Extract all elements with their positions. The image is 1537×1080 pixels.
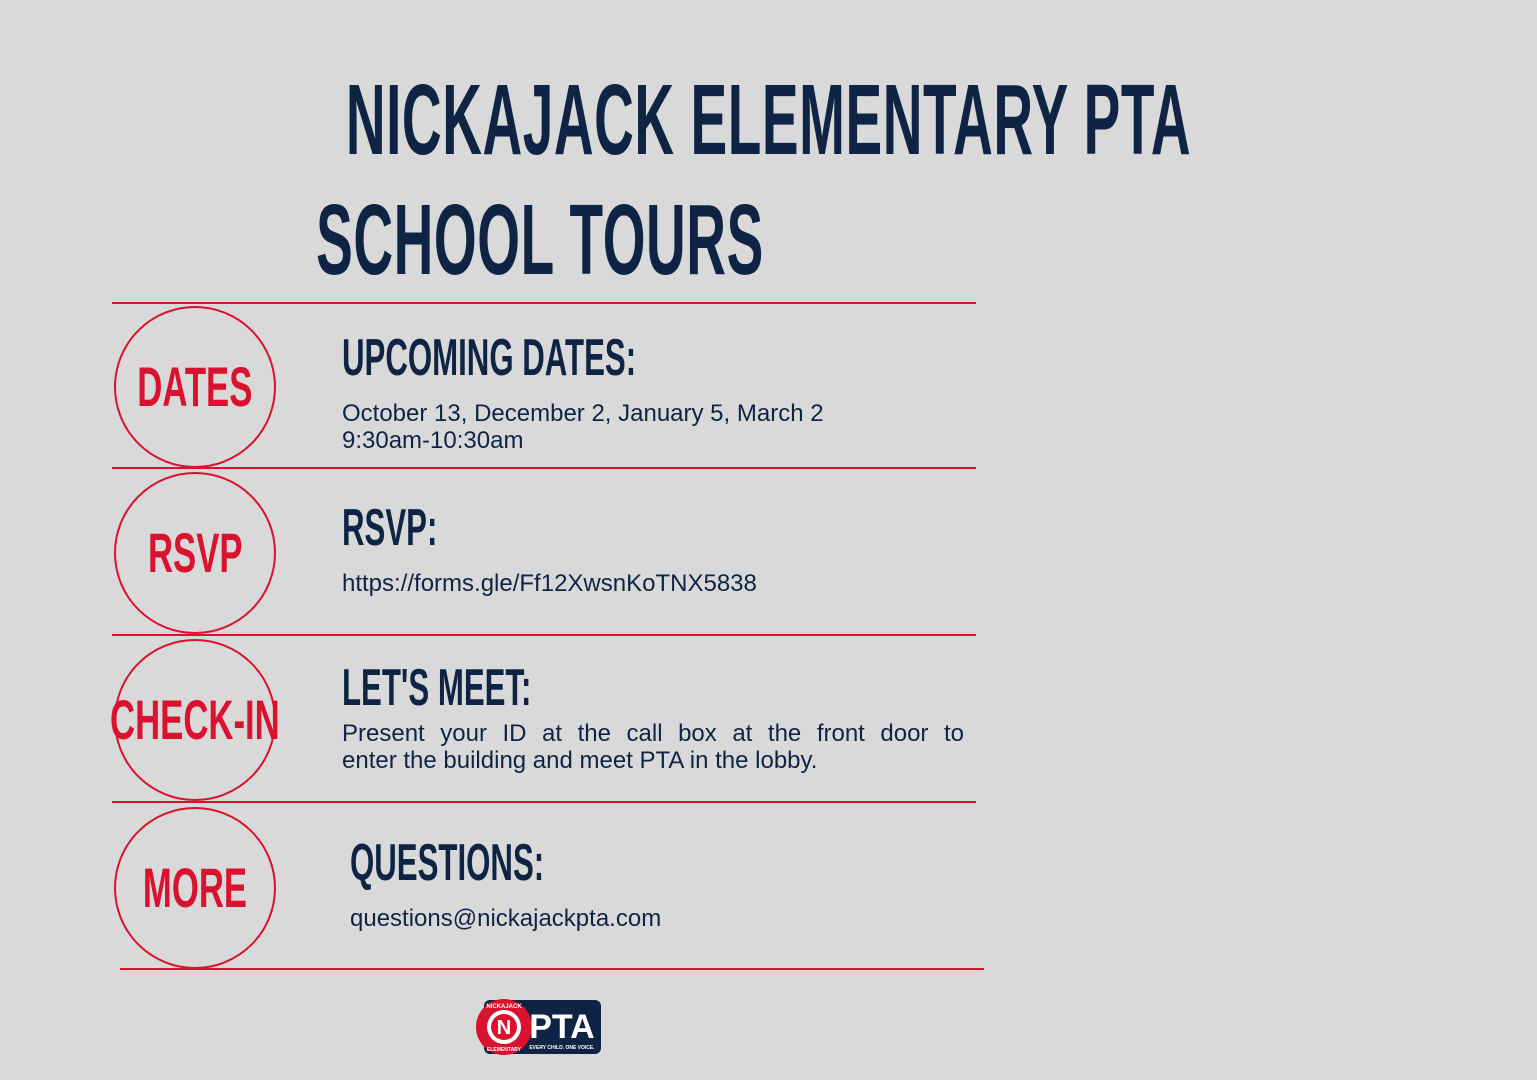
logo-badge-letter: N: [496, 1017, 512, 1039]
rsvp-circle: [114, 472, 276, 634]
dates-circle: [114, 306, 276, 468]
page-title-text-2: SCHOOL TOURS: [316, 184, 764, 296]
tour-time-text: 9:30am-10:30am: [342, 427, 524, 454]
rsvp-circle-label: RSVP: [147, 521, 243, 584]
questions-heading: QUESTIONS:: [350, 834, 545, 892]
logo-ring-text-bottom: ELEMENTARY: [487, 1047, 521, 1053]
check-in-circle-label: CHECK-IN: [110, 688, 280, 751]
nickajack-pta-logo: [474, 998, 602, 1056]
logo-ring-text-top: NICKAJACK: [486, 1004, 522, 1010]
divider-line-2: [112, 467, 976, 469]
page-title-line-2: [0, 184, 1080, 296]
check-in-circle: [110, 639, 280, 801]
divider-line-4: [112, 801, 976, 803]
more-circle-label: MORE: [142, 856, 248, 919]
lets-meet-heading: LET'S MEET:: [342, 659, 532, 717]
rsvp-link[interactable]: https://forms.gle/Ff12XwsnKoTNX5838: [342, 570, 757, 597]
questions-email-link[interactable]: questions@nickajackpta.com: [350, 905, 662, 932]
rsvp-heading: RSVP:: [342, 499, 438, 557]
check-in-instructions-line-1: Present your ID at the call box at the front door to: [342, 720, 964, 747]
divider-line-5: [120, 968, 984, 970]
logo-wordmark: PTA: [529, 1008, 595, 1046]
page-title-line-1: [0, 64, 1192, 176]
dates-list-text: October 13, December 2, January 5, March 2: [342, 400, 824, 427]
check-in-instructions-line-2: enter the building and meet PTA in the lobby.: [342, 747, 818, 774]
upcoming-dates-heading: UPCOMING DATES:: [342, 329, 637, 387]
divider-line-1: [112, 302, 976, 304]
more-circle: [114, 807, 276, 969]
logo-tagline: EVERY CHILD. ONE VOICE.: [529, 1045, 595, 1051]
divider-line-3: [112, 634, 976, 636]
page-title-text-1: NICKAJACK ELEMENTARY PTA: [345, 64, 1192, 176]
dates-circle-label: DATES: [137, 355, 253, 418]
